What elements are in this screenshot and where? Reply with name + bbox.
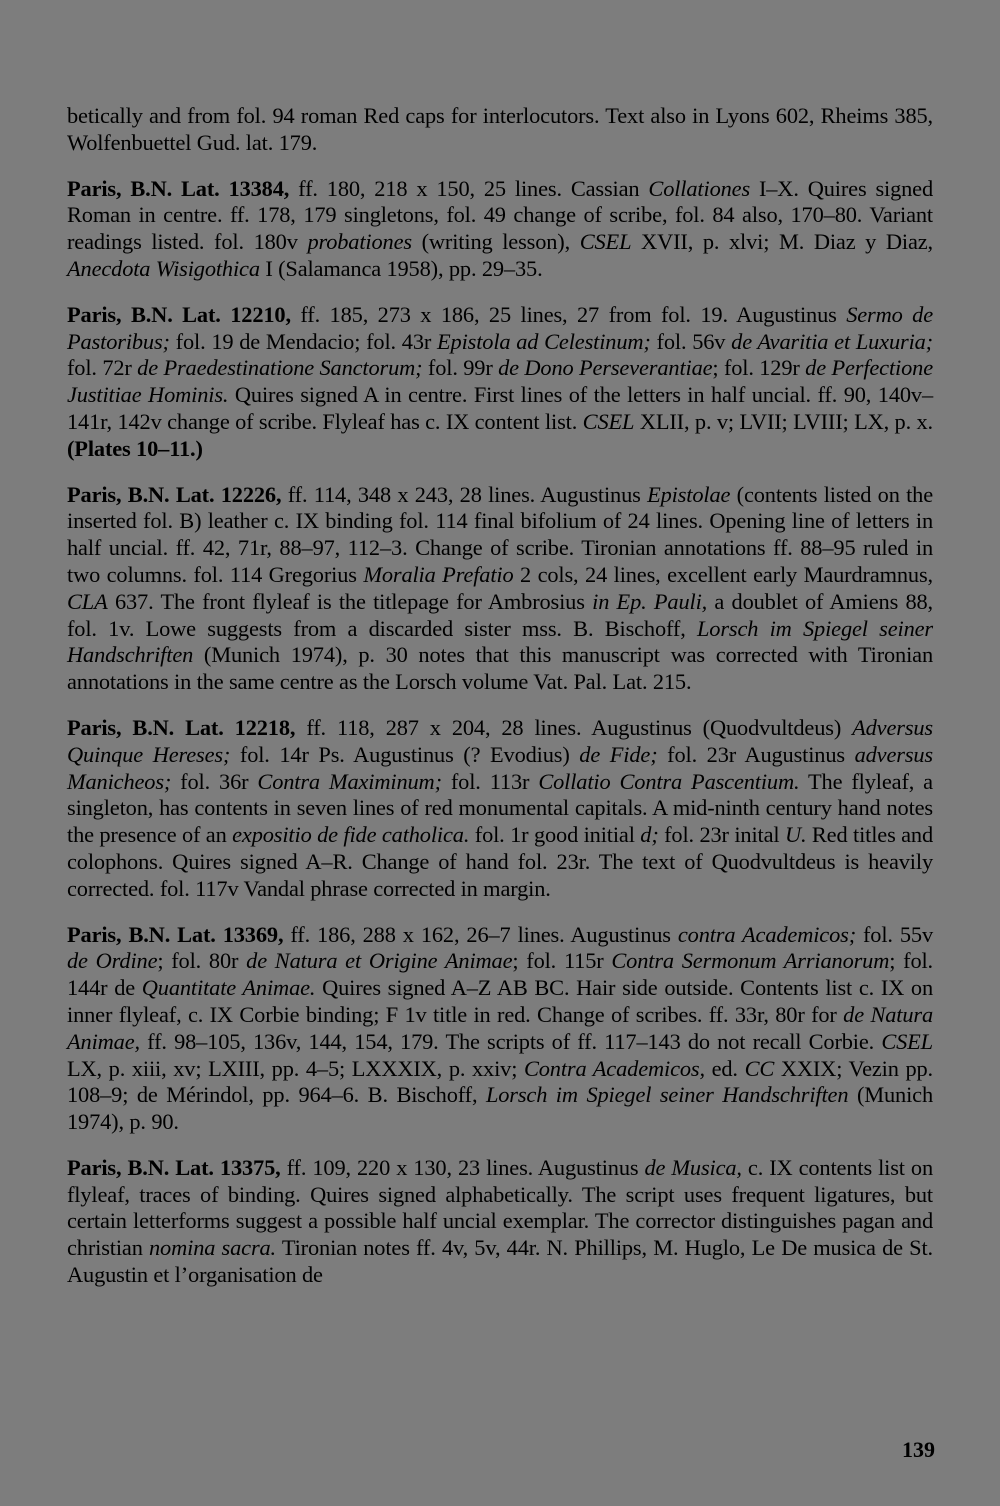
shelfmark-heading: Paris, B.N. Lat. 13384, xyxy=(67,175,290,201)
italic-title: Epistolae xyxy=(647,481,731,507)
italic-title: Contra Sermonum Arrianorum xyxy=(611,948,890,974)
italic-title: CSEL xyxy=(881,1028,933,1054)
italic-title: Adversus Quinque Hereses; xyxy=(67,714,933,767)
italic-title: Lorsch im Spiegel seiner Handschriften xyxy=(67,615,933,668)
shelfmark-heading: Paris, B.N. Lat. 12226, xyxy=(67,481,282,507)
italic-title: Contra Academicos, xyxy=(523,1055,705,1081)
italic-title: Collatio Contra Pascentium. xyxy=(538,768,800,794)
entry-text: fol. 55v xyxy=(856,921,934,947)
italic-title: U. xyxy=(784,822,807,848)
entry-text: fol. 23r Augustinus xyxy=(657,741,855,767)
italic-title: d; xyxy=(640,822,659,848)
italic-title: Anecdota Wisigothica xyxy=(67,255,260,281)
shelfmark-heading: Paris, B.N. Lat. 13375, xyxy=(67,1154,281,1180)
entry-text: ff. 109, 220 x 130, 23 lines. Augustinus xyxy=(280,1154,645,1180)
page-number: 139 xyxy=(902,1437,935,1462)
italic-title: Sermo de Pastoribus; xyxy=(67,301,933,354)
entry-text: XVII, p. xlvi; M. Diaz y Diaz, xyxy=(631,229,933,255)
entry-text: fol. 56v xyxy=(650,328,732,354)
entry-paris-bn-lat-13375 xyxy=(67,1155,933,1289)
entry-text: The flyleaf, a singleton, has contents in seven lines of red monumental capitals. A mid-ninth century hand notes the presence of an xyxy=(67,768,933,848)
entry-text: 2 cols, 24 lines, excellent early Maurdramnus, xyxy=(513,561,933,587)
entry-text: Quires signed A in centre. First lines of the letters in half uncial. ff. 90, 140v–141r, 142v change of scribe. Flyleaf has c. IX content list. xyxy=(67,382,933,434)
italic-title: CC xyxy=(744,1055,775,1081)
shelfmark-heading: Paris, B.N. Lat. 12218, xyxy=(67,714,296,740)
entry-text: 637. The front flyleaf is the titlepage for Ambrosius xyxy=(107,588,593,614)
entry-paris-bn-lat-12226 xyxy=(67,482,933,696)
italic-title: de Avaritia et Luxuria; xyxy=(731,328,933,354)
entry-text: ff. 186, 288 x 162, 26–7 lines. Augustinus xyxy=(283,921,678,947)
entry-text: fol. 113r xyxy=(441,768,539,794)
italic-title: Moralia Prefatio xyxy=(363,561,514,587)
entry-text: ff. 98–105, 136v, 144, 154, 179. The scripts of ff. 117–143 do not recall Corbie. xyxy=(139,1028,882,1054)
entry-text: betically and from fol. 94 roman Red caps for interlocutors. Text also in Lyons 602, Rheims 385, Wolfenbuettel Gud. lat. 179. xyxy=(67,103,933,155)
entry-text: XLII, p. v; LVII; LVIII; LX, p. x. xyxy=(634,408,933,434)
entry-text: a doublet of Amiens 88, fol. 1v. Lowe suggests from a discarded sister mss. B. Bischoff, xyxy=(67,588,934,641)
italic-title: CLA xyxy=(67,588,108,614)
entry-text: ; fol. 144r de xyxy=(67,948,934,1001)
entry-paris-bn-lat-13369 xyxy=(67,922,933,1136)
italic-title: de Praedestinatione Sanctorum; xyxy=(137,355,423,381)
entry-paris-bn-lat-13384 xyxy=(67,176,933,283)
paragraph-intro-continuation xyxy=(67,103,933,157)
entry-text: ; fol. 115r xyxy=(512,948,612,974)
shelfmark-heading: Paris, B.N. Lat. 13369, xyxy=(67,921,284,947)
entry-text: (contents listed on the inserted fol. B) leather c. IX binding fol. 114 final bifolium of 24 lines. Opening line of letters in half uncial. ff. 42, 71r, 88–97, 112–3. Change of scribe. Tironian annotations ff. 88–95 ruled in two columns. fol. 114 Gregorius xyxy=(67,481,933,587)
italic-title: expositio de fide catholica. xyxy=(232,822,470,848)
entry-text: I (Salamanca 1958), pp. 29–35. xyxy=(259,255,543,281)
entry-text: LX, p. xiii, xv; LXIII, pp. 4–5; LXXXIX, p. xxiv; xyxy=(67,1055,524,1081)
entry-text: ff. 118, 287 x 204, 28 lines. Augustinus (Quodvultdeus) xyxy=(295,714,853,740)
entry-text: (Munich 1974), p. 90. xyxy=(67,1082,933,1135)
italic-title: Collationes xyxy=(648,175,751,201)
catalogue-page xyxy=(67,103,933,1308)
italic-title: de Natura et Origine Animae xyxy=(246,948,513,974)
plate-reference: (Plates 10–11.) xyxy=(67,435,203,461)
entry-text: (Munich 1974), p. 30 notes that this manuscript was corrected with Tironian annotations in the same centre as the Lorsch volume Vat. Pal. Lat. 215. xyxy=(67,642,933,695)
entry-text: ff. 185, 273 x 186, 25 lines, 27 from fol. 19. Augustinus xyxy=(290,301,847,327)
entry-text: fol. 36r xyxy=(171,768,258,794)
entry-text: fol. 72r xyxy=(67,355,138,381)
italic-title: nomina sacra. xyxy=(149,1235,277,1261)
entry-text: Red titles and colophons. Quires signed A–R. Change of hand fol. 23r. The text of Quodvultdeus is heavily corrected. fol. 117v Vandal phrase corrected in margin. xyxy=(67,822,933,901)
entry-text: c. IX contents list on flyleaf, traces of binding. Quires signed alphabetically. The script uses frequent ligatures, but certain letterforms suggest a possible half uncial exemplar. The corrector distinguishes pagan and christian xyxy=(67,1154,934,1261)
entry-text: Quires signed A–Z AB BC. Hair side outside. Contents list c. IX on inner flyleaf, c. IX Corbie binding; F 1v title in red. Change of scribes. ff. 33r, 80r for xyxy=(67,975,934,1027)
entry-text: XXIX; Vezin pp. 108–9; de Mérindol, pp. 964–6. B. Bischoff, xyxy=(67,1055,933,1108)
italic-title: CSEL xyxy=(579,229,632,255)
italic-title: de Natura Animae, xyxy=(67,1001,933,1054)
italic-title: de Perfectione Justitiae Hominis. xyxy=(67,355,933,408)
entry-text: fol. 19 de Mendacio; fol. 43r xyxy=(169,328,437,354)
entry-text: fol. 1r good initial xyxy=(469,822,641,848)
entry-text: fol. 14r Ps. Augustinus (? Evodius) xyxy=(230,741,580,767)
italic-title: contra Academicos; xyxy=(677,921,856,947)
italic-title: Lorsch im Spiegel seiner Handschriften xyxy=(485,1082,849,1108)
italic-title: de Ordine xyxy=(67,948,158,974)
italic-title: probationes xyxy=(307,229,412,255)
entry-text: fol. 23r inital xyxy=(658,822,785,848)
entry-text: Tironian notes ff. 4v, 5v, 44r. N. Phillips, M. Huglo, Le De musica de St. Augustin et l’organisation de xyxy=(67,1235,933,1288)
entry-text: ff. 180, 218 x 150, 25 lines. Cassian xyxy=(289,175,649,201)
entry-paris-bn-lat-12210 xyxy=(67,302,933,463)
entry-text: fol. 99r xyxy=(422,355,499,381)
shelfmark-heading: Paris, B.N. Lat. 12210, xyxy=(67,301,291,327)
entry-text: (writing lesson), xyxy=(411,229,580,255)
entry-text: I–X. Quires signed Roman in centre. ff. 178, 179 singletons, fol. 49 change of scribe, fol. 84 also, 170–80. Variant readings listed. fol. 180v xyxy=(67,175,934,255)
entry-text: ed. xyxy=(704,1055,745,1081)
italic-title: Epistola ad Celestinum; xyxy=(437,328,651,354)
italic-title: Contra Maximinum; xyxy=(257,768,442,794)
entry-text: ; fol. 129r xyxy=(712,355,806,381)
italic-title: in Ep. Pauli, xyxy=(592,588,708,614)
italic-title: de Dono Perseverantiae xyxy=(498,355,713,381)
entry-text: ; fol. 80r xyxy=(157,948,247,974)
italic-title: de Fide; xyxy=(579,741,658,767)
entry-text: ff. 114, 348 x 243, 28 lines. Augustinus xyxy=(281,481,648,507)
entry-paris-bn-lat-12218 xyxy=(67,715,933,903)
italic-title: de Musica, xyxy=(644,1154,742,1180)
italic-title: CSEL xyxy=(582,408,635,434)
italic-title: adversus Manicheos; xyxy=(67,741,933,794)
italic-title: Quantitate Animae. xyxy=(141,975,316,1001)
